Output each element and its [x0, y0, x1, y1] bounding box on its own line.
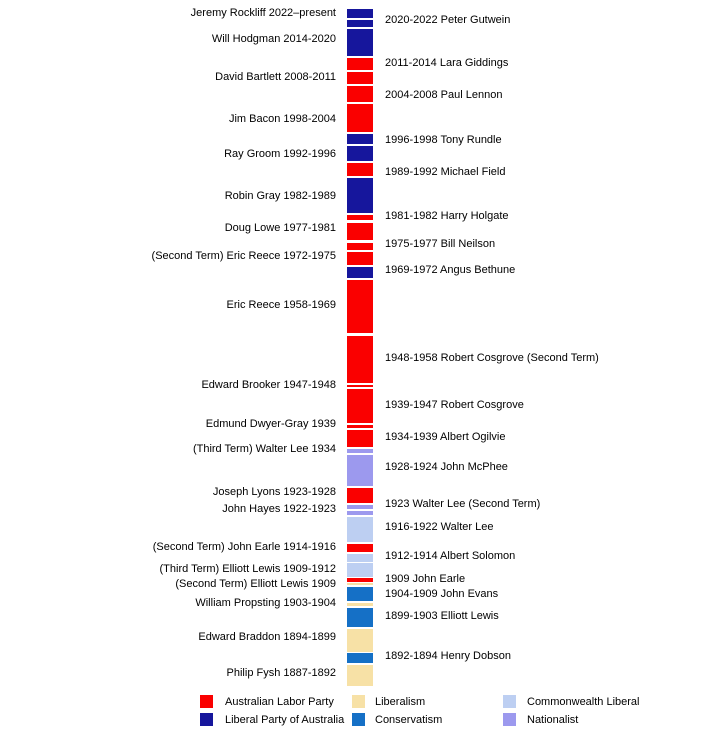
premier-label-left: Eric Reece 1958-1969 [226, 299, 336, 311]
timeline-segment [347, 517, 373, 542]
premier-label-right: 1928-1924 John McPhee [385, 461, 508, 473]
premier-label-left: Philip Fysh 1887-1892 [226, 667, 336, 679]
legend-swatch [503, 695, 516, 708]
premier-label-right: 1939-1947 Robert Cosgrove [385, 399, 524, 411]
timeline-segment [347, 20, 373, 27]
timeline-segment [347, 146, 373, 161]
premier-label-right: 1912-1914 Albert Solomon [385, 550, 516, 562]
timeline-segment [347, 554, 373, 562]
premier-label-right: 1904-1909 John Evans [385, 588, 499, 600]
timeline-segment [347, 280, 373, 334]
premier-label-right: 2011-2014 Lara Giddings [385, 57, 509, 69]
timeline-segment [347, 336, 373, 383]
timeline-segment [347, 608, 373, 627]
timeline-segment [347, 178, 373, 213]
timeline-segment [347, 72, 373, 84]
timeline-segment [347, 104, 373, 132]
timeline-segment [347, 488, 373, 503]
premier-label-left: Joseph Lyons 1923-1928 [212, 486, 336, 498]
premier-label-left: (Second Term) John Earle 1914-1916 [152, 541, 336, 553]
timeline-segment [347, 163, 373, 176]
premier-label-left: William Propsting 1903-1904 [195, 597, 336, 609]
timeline-segment [347, 653, 373, 663]
timeline-segment [347, 505, 373, 509]
premier-label-right: 2004-2008 Paul Lennon [385, 89, 503, 101]
premier-label-left: Robin Gray 1982-1989 [224, 190, 336, 202]
premier-label-left: Doug Lowe 1977-1981 [224, 222, 336, 234]
premier-label-left: Ray Groom 1992-1996 [224, 148, 336, 160]
premier-label-right: 1909 John Earle [385, 573, 466, 585]
timeline-segment [347, 449, 373, 453]
premier-label-left: Edmund Dwyer-Gray 1939 [205, 418, 336, 430]
premier-label-right: 1948-1958 Robert Cosgrove (Second Term) [385, 352, 599, 364]
premier-label-left: (Third Term) Walter Lee 1934 [192, 443, 336, 455]
timeline-segment [347, 252, 373, 266]
legend-label: Australian Labor Party [225, 696, 334, 708]
timeline-segment [347, 9, 373, 18]
premier-label-right: 2020-2022 Peter Gutwein [385, 14, 511, 26]
premier-label-left: (Second Term) Elliott Lewis 1909 [175, 578, 336, 590]
legend-label: Commonwealth Liberal [527, 696, 640, 708]
timeline-segment [347, 583, 373, 585]
timeline-segment [347, 389, 373, 423]
timeline-segment [347, 243, 373, 250]
premier-label-right: 1923 Walter Lee (Second Term) [385, 498, 541, 510]
timeline-segment [347, 544, 373, 552]
timeline-segment [347, 29, 373, 57]
timeline-bar [347, 0, 373, 750]
timeline-segment [347, 563, 373, 577]
timeline-segment [347, 603, 373, 606]
premier-label-right: 1899-1903 Elliott Lewis [385, 610, 499, 622]
legend-label: Liberalism [375, 696, 426, 708]
premier-label-right: 1981-1982 Harry Holgate [385, 210, 509, 222]
timeline-segment [347, 430, 373, 448]
timeline-segment [347, 223, 373, 241]
legend-label: Liberal Party of Australia [225, 714, 345, 726]
premier-label-left: Edward Braddon 1894-1899 [198, 631, 336, 643]
timeline-segment [347, 587, 373, 602]
premier-label-right: 1975-1977 Bill Neilson [385, 238, 496, 250]
timeline-segment [347, 267, 373, 278]
premier-label-left: David Bartlett 2008-2011 [215, 71, 336, 83]
timeline-segment [347, 578, 373, 582]
premier-label-right: 1969-1972 Angus Bethune [385, 264, 516, 276]
premier-label-right: 1916-1922 Walter Lee [385, 521, 494, 533]
timeline-segment [347, 385, 373, 387]
legend-swatch [200, 695, 213, 708]
premier-label-left: Jim Bacon 1998-2004 [228, 113, 336, 125]
legend-label: Conservatism [375, 714, 443, 726]
premier-label-right: 1934-1939 Albert Ogilvie [385, 431, 506, 443]
legend-label: Nationalist [527, 714, 579, 726]
timeline-segment [347, 134, 373, 144]
premier-label-left: Jeremy Rockliff 2022–present [190, 7, 336, 19]
timeline-segment [347, 58, 373, 71]
premier-label-right: 1996-1998 Tony Rundle [385, 134, 502, 146]
timeline-segment [347, 455, 373, 486]
timeline-segment [347, 425, 373, 428]
premier-label-right: 1989-1992 Michael Field [385, 166, 506, 178]
premier-label-left: Edward Brooker 1947-1948 [201, 379, 336, 391]
premier-label-left: John Hayes 1922-1923 [222, 503, 336, 515]
premier-label-left: (Third Term) Elliott Lewis 1909-1912 [159, 563, 336, 575]
timeline-segment [347, 629, 373, 652]
legend-swatch [503, 713, 516, 726]
premier-label-right: 1892-1894 Henry Dobson [385, 650, 511, 662]
timeline-segment [347, 215, 373, 220]
legend-swatch [200, 713, 213, 726]
timeline-segment [347, 86, 373, 103]
timeline-segment [347, 665, 373, 687]
timeline-segment [347, 511, 373, 515]
premier-label-left: Will Hodgman 2014-2020 [211, 33, 336, 45]
premier-label-left: (Second Term) Eric Reece 1972-1975 [151, 250, 336, 262]
